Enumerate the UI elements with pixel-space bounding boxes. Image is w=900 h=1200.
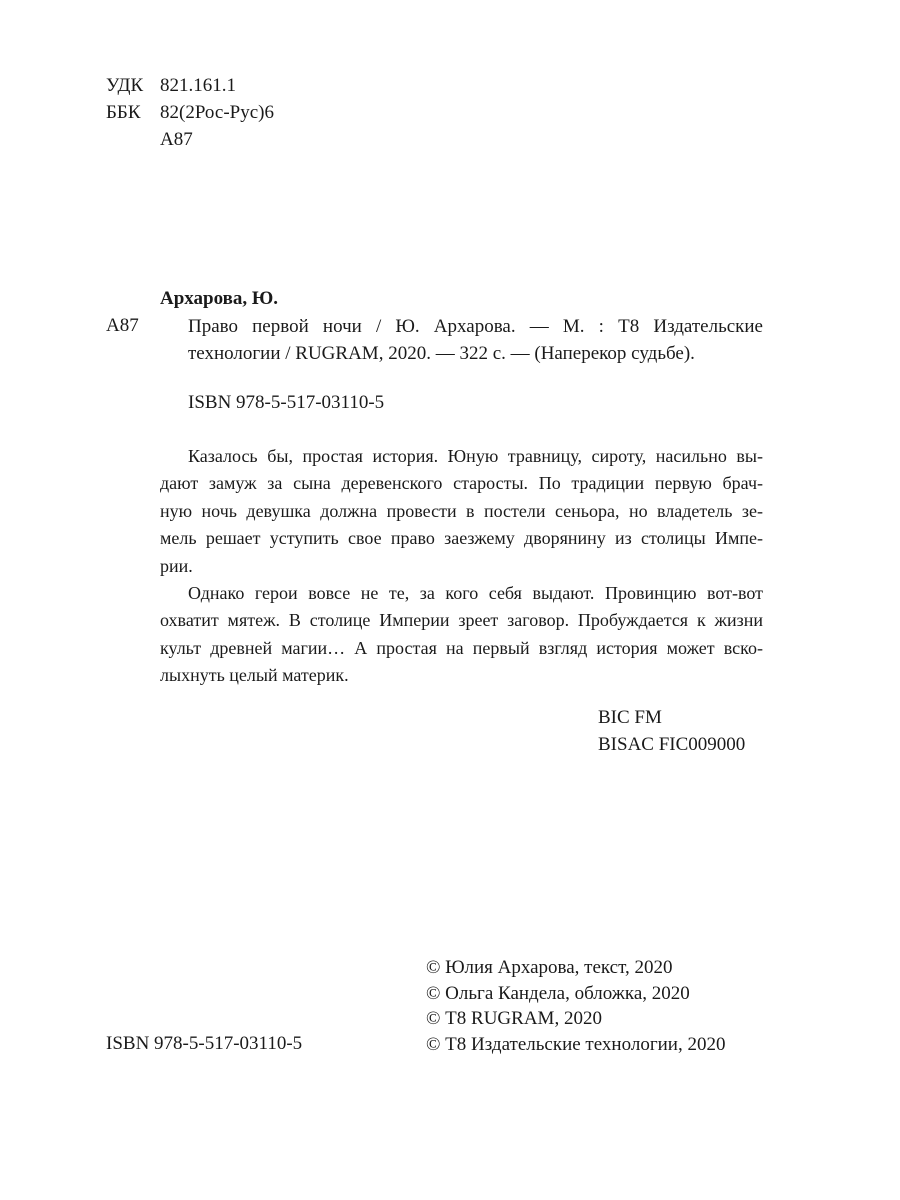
title-line: Право первой ночи / Ю. Архарова. — М. : Т8 Издательские [188, 316, 763, 337]
isbn-record: ISBN 978-5-517-03110-5 [188, 392, 385, 413]
annotation-line: лыхнуть целый материк. [160, 665, 349, 686]
annotation-line: культ древней магии… А простая на первый взгляд история может вско- [160, 637, 763, 658]
author-heading: Архарова, Ю. [160, 288, 279, 309]
udk-row [0, 73, 900, 99]
annotation-line: дают замуж за сына деревенского старосты. По традиции первую брач- [160, 473, 763, 494]
udk-label: УДК [106, 75, 144, 96]
bibliographic-description [188, 313, 763, 367]
annotation-line: рии. [160, 555, 193, 576]
subject-codes [598, 704, 745, 758]
udk-value: 821.161.1 [160, 75, 236, 96]
copyright-line: © Т8 Издательские технологии, 2020 [426, 1033, 726, 1055]
annotation-line: Однако герои вовсе не те, за кого себя выдают. Провинцию вот-вот [188, 583, 763, 604]
copyright-line: © Ольга Кандела, обложка, 2020 [426, 982, 690, 1004]
bbk-label: ББК [106, 102, 141, 123]
bbk-value: 82(2Рос-Рус)6 [160, 102, 274, 123]
bisac-code: BISAC FIC009000 [598, 734, 746, 755]
copyright-line: © Юлия Архарова, текст, 2020 [426, 957, 673, 978]
cutter-mark: А87 [106, 315, 139, 336]
annotation-line: охватит мятеж. В столице Империи зреет заговор. Пробуждается к жизни [160, 610, 763, 631]
bic-code: BIC FM [598, 707, 662, 728]
annotation-line: мель решает уступить свое право заезжему дворянину из столицы Импе- [160, 528, 763, 549]
annotation-line: ную ночь девушка должна провести в постели сеньора, но владетель зе- [160, 500, 763, 521]
isbn-footer: ISBN 978-5-517-03110-5 [106, 1033, 303, 1054]
title-line: технологии / RUGRAM, 2020. — 322 с. — (Наперекор судьбе). [188, 343, 695, 364]
cutter-value: А87 [160, 129, 193, 150]
cutter-row [0, 127, 900, 153]
annotation [160, 443, 763, 690]
copyright-notices [426, 955, 725, 1057]
annotation-line: Казалось бы, простая история. Юную травницу, сироту, насильно вы- [188, 446, 763, 466]
copyright-line: © Т8 RUGRAM, 2020 [426, 1008, 602, 1029]
bbk-row [0, 100, 900, 126]
